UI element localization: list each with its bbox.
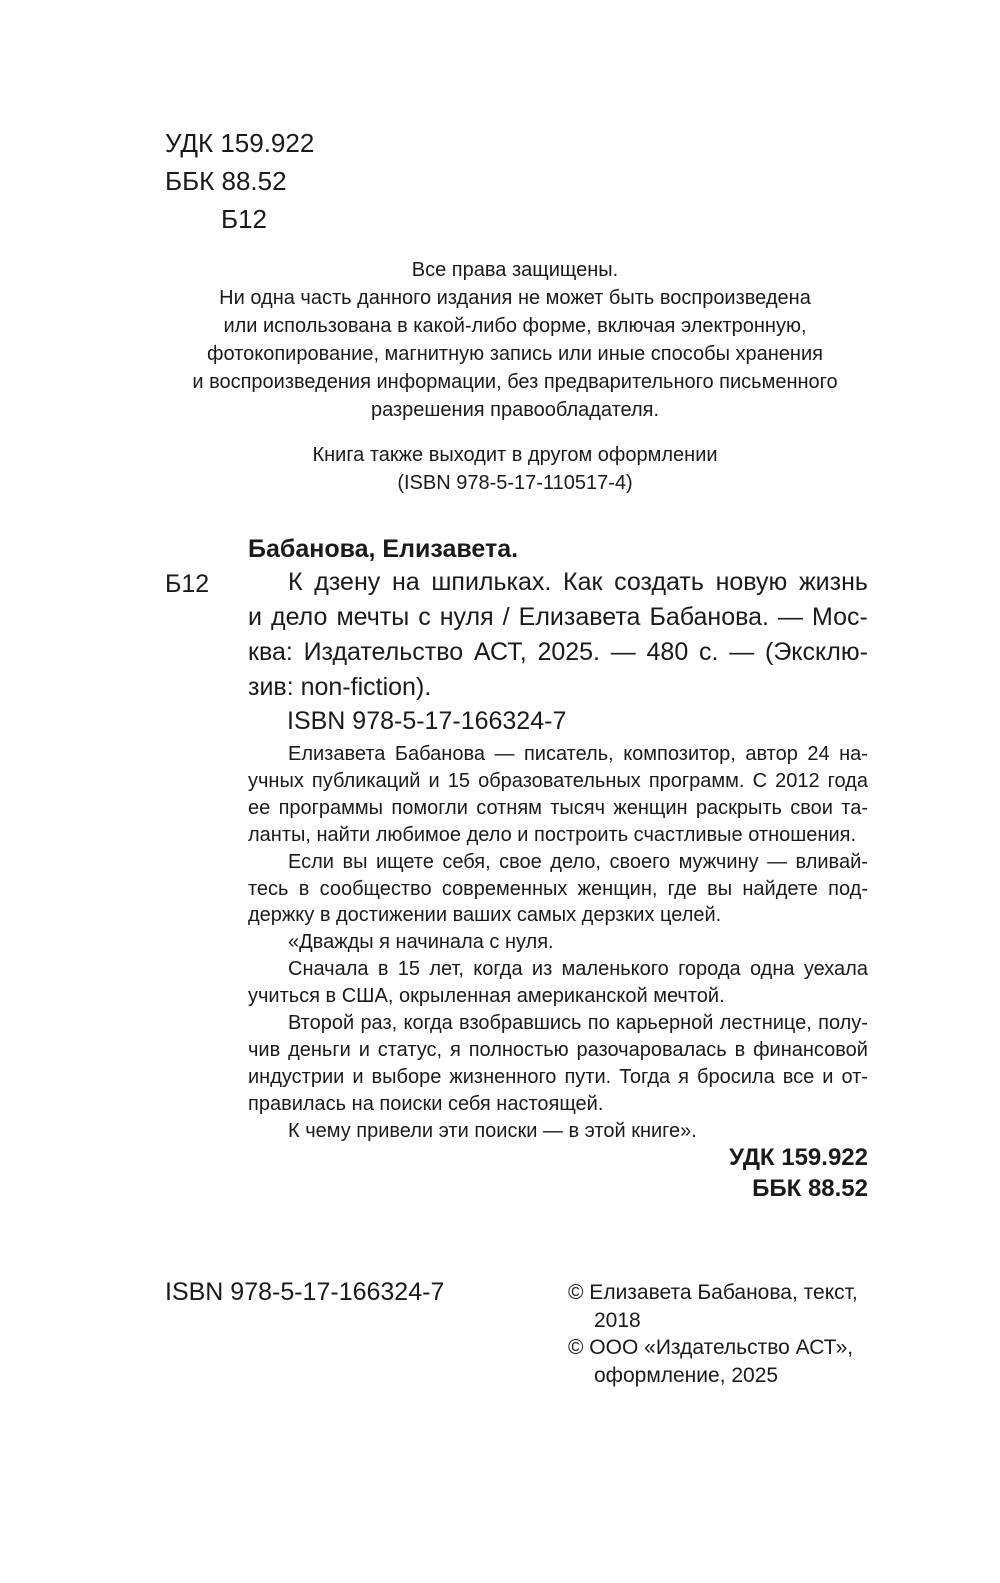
word: правилась на поиски себя настоящей. (248, 1092, 604, 1115)
word: ква: (248, 638, 293, 666)
card-classification-codes (560, 1142, 868, 1204)
word: композитор, (623, 743, 736, 765)
word: помогли (391, 796, 468, 819)
word: К (288, 568, 303, 596)
word: женщин, (577, 877, 658, 900)
word: от- (841, 1065, 868, 1088)
word: дело, (550, 850, 601, 873)
word: статус, (377, 1038, 443, 1061)
word: свои (790, 796, 833, 819)
word: Бабанова. (649, 603, 769, 631)
word: в (298, 877, 310, 900)
word: сотням (476, 796, 542, 819)
word: взобравшись (459, 1012, 582, 1035)
word: и (428, 769, 440, 792)
word: 2025. (537, 638, 600, 666)
word: и (352, 1065, 364, 1088)
word: раскрыть (695, 796, 782, 819)
word: деньги (288, 1038, 351, 1061)
word: образовательных (478, 769, 641, 792)
word: современных (441, 877, 568, 900)
word: вы (342, 850, 368, 873)
annotation-line (248, 1037, 868, 1064)
word: вливай- (795, 850, 868, 873)
word: — (729, 638, 755, 666)
word: с. (699, 638, 719, 666)
bibliographic-description (248, 565, 868, 705)
word: — (767, 850, 788, 873)
word: учиться в США, окрыленная американской мечтой. (248, 985, 725, 1008)
word: и (248, 603, 262, 631)
word: все (782, 1065, 815, 1088)
word: автор (745, 743, 798, 765)
word: мечты (336, 603, 410, 631)
copyright-notice (568, 1279, 858, 1389)
word: Елизавета (518, 603, 641, 631)
word: я (449, 1038, 461, 1061)
word: программ. (648, 769, 745, 792)
word: шпильках. (431, 568, 552, 596)
word: Как (563, 568, 603, 596)
word: АСТ, (473, 638, 527, 666)
word: ее (248, 796, 271, 819)
word: разочаровалась (576, 1038, 727, 1061)
word: новую (715, 568, 788, 596)
word: я (678, 1065, 690, 1088)
word: и (358, 1038, 370, 1061)
word: пути. (564, 1065, 612, 1088)
word: — (778, 603, 803, 631)
word: и (822, 1065, 834, 1088)
word: К чему привели эти поиски — в этой книге». (288, 1119, 697, 1142)
word: ищете (375, 850, 434, 873)
word: где (667, 877, 697, 900)
annotation-line (248, 876, 868, 903)
word: публикаций (311, 769, 421, 792)
word: полу- (818, 1012, 868, 1035)
word: жизненного (449, 1065, 557, 1088)
author-mark: Б12 (221, 204, 267, 234)
annotation-line (248, 849, 868, 876)
word: выборе (371, 1065, 442, 1088)
word: учных (248, 769, 304, 792)
word: индустрии (248, 1065, 345, 1088)
classification-codes (165, 124, 314, 238)
card-bbk-code: ББК 88.52 (752, 1175, 868, 1202)
annotation (248, 741, 868, 1145)
rights-line: фотокопирование, магнитную запись или иные способы хранения (207, 343, 823, 365)
word: под- (828, 877, 868, 900)
rights-notice (120, 256, 910, 424)
word: лет, (429, 958, 464, 981)
word: 15 (447, 769, 471, 792)
word: вы (707, 877, 733, 900)
word: в (377, 958, 389, 981)
annotation-line (248, 1118, 868, 1145)
copyright-line: 2018 (594, 1308, 641, 1332)
card-isbn: ISBN 978-5-17-166324-7 (287, 707, 567, 735)
word: программы (278, 796, 384, 819)
desc-line (248, 565, 868, 600)
word: / (502, 603, 510, 631)
word: когда (403, 1012, 453, 1035)
annotation-line (248, 822, 868, 849)
word: тысяч (550, 796, 606, 819)
annotation-line (248, 983, 868, 1010)
word: зив: non-fiction). (248, 673, 432, 701)
word: на- (839, 743, 868, 765)
word: Мос- (812, 603, 868, 631)
rights-line: и воспроизведения информации, без предварительного письменного (192, 371, 838, 393)
word: — (494, 743, 515, 765)
annotation-line (248, 956, 868, 983)
word: Сначала (288, 958, 369, 981)
word: свое (499, 850, 542, 873)
word: Тогда (619, 1065, 671, 1088)
annotation-line (248, 902, 868, 929)
word: из (531, 958, 553, 981)
word: карьерной (616, 1012, 714, 1035)
card-author-mark: Б12 (165, 570, 210, 598)
rights-line: Все права защищены. (411, 259, 619, 281)
word: бросила (697, 1065, 775, 1088)
annotation-line (248, 795, 868, 822)
annotation-line (248, 1091, 868, 1118)
annotation-line (248, 929, 868, 956)
word: найдете (742, 877, 818, 900)
card-author: Бабанова, Елизавета. (248, 535, 519, 563)
word: писатель, (523, 743, 614, 765)
word: сообщество (319, 877, 432, 900)
annotation-line (248, 768, 868, 795)
udk-code: УДК 159.922 (165, 128, 315, 158)
word: дело (271, 603, 328, 631)
copyright-line: © ООО «Издательство АСТ», (568, 1336, 854, 1359)
word: мужчину (678, 850, 759, 873)
rights-line: или использована в какой-либо форме, включая электронную, (223, 315, 807, 337)
word: создать (614, 568, 704, 596)
alternate-edition-text: Книга также выходит в другом оформлении (312, 444, 718, 466)
word: женщин (613, 796, 688, 819)
word: «Дважды я начинала с нуля. (288, 931, 554, 954)
desc-line (248, 600, 868, 635)
word: города (678, 958, 741, 981)
word: жизнь (798, 568, 868, 596)
word: полностью (468, 1038, 569, 1061)
annotation-line (248, 1064, 868, 1091)
word: тесь (248, 877, 289, 900)
word: одна (749, 958, 795, 981)
word: 15 (397, 958, 421, 981)
word: чив (248, 1038, 281, 1061)
word: Издательство (303, 638, 464, 666)
word: своего (609, 850, 671, 873)
bbk-code: ББК 88.52 (165, 166, 287, 196)
word: финансовой (753, 1038, 868, 1061)
word: года (827, 769, 868, 792)
word: 480 (646, 638, 689, 666)
copyright-line: оформление, 2025 (594, 1363, 779, 1387)
word: в (734, 1038, 746, 1061)
word: 24 (807, 743, 830, 765)
word: Бабанова (394, 743, 485, 765)
word: ланты, найти любимое дело и построить счастливые отношения. (248, 823, 857, 846)
rights-line: Ни одна часть данного издания не может быть воспроизведена (219, 287, 811, 309)
word: уехала (803, 958, 868, 981)
word: с (418, 603, 431, 631)
word: та- (841, 796, 868, 819)
footer-isbn: ISBN 978-5-17-166324-7 (165, 1278, 445, 1306)
word: Если (288, 850, 334, 873)
word: держку в достижении ваших самых дерзких целей. (248, 904, 722, 927)
word: нуля (439, 603, 494, 631)
word: лестнице, (719, 1012, 812, 1035)
annotation-line (248, 741, 868, 768)
word: себя, (442, 850, 491, 873)
word: дзену (314, 568, 381, 596)
word: по (587, 1012, 610, 1035)
word: С (752, 769, 768, 792)
word: на (391, 568, 420, 596)
word: маленького (561, 958, 669, 981)
annotation-line (248, 1010, 868, 1037)
word: 2012 (775, 769, 820, 792)
word: — (610, 638, 636, 666)
word: Второй (288, 1012, 355, 1035)
card-udk-code: УДК 159.922 (729, 1144, 868, 1171)
copyright-line: © Елизавета Бабанова, текст, (568, 1281, 858, 1304)
word: раз, (360, 1012, 398, 1035)
word: когда (473, 958, 523, 981)
word: Елизавета (288, 743, 386, 765)
desc-line (248, 635, 868, 670)
alternate-edition-note (120, 441, 910, 497)
word: (Эксклю- (765, 638, 868, 666)
desc-line (248, 670, 868, 705)
rights-line: разрешения правообладателя. (370, 399, 660, 421)
alternate-edition-isbn: (ISBN 978-5-17-110517-4) (397, 472, 633, 494)
